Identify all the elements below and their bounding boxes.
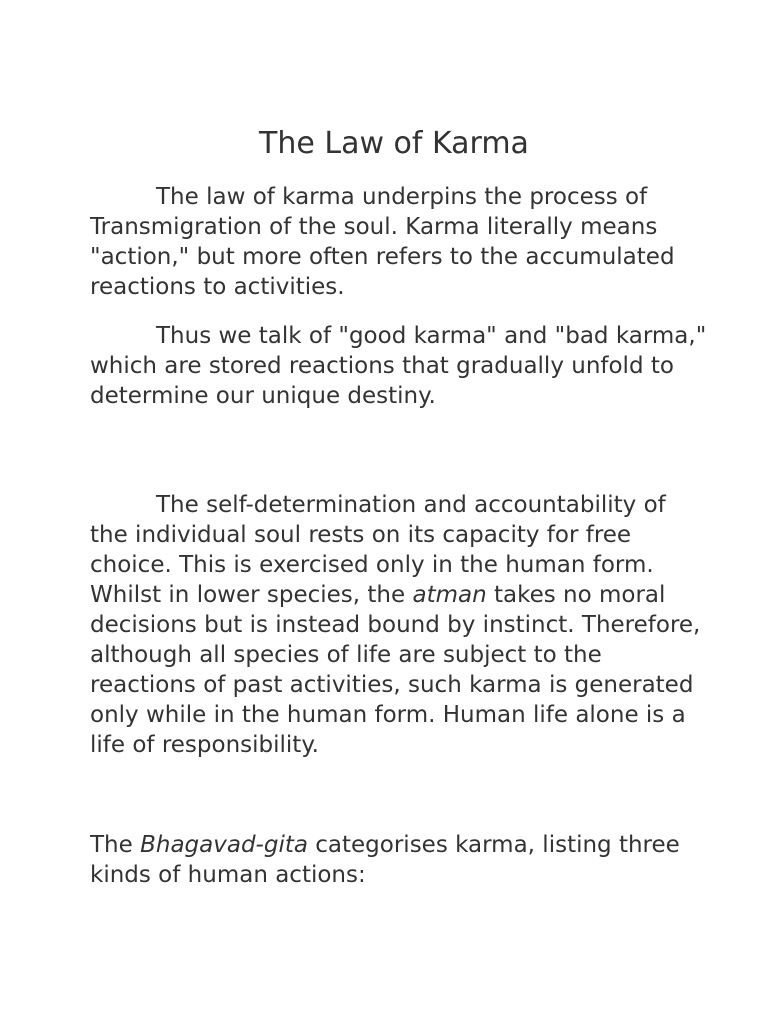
paragraph-4 xyxy=(90,830,710,890)
paragraph-3 xyxy=(90,490,710,760)
paragraph-4-text-after: categorises karma, listing three kinds of human actions: xyxy=(90,832,680,888)
document-title: The Law of Karma xyxy=(259,126,529,161)
paragraph-3-text-before: The self-determination and accountability of the individual soul rests on its capacity for free choice. This is exercised only in the human form. Whilst in lower species, the xyxy=(90,492,666,608)
paragraph-3-emphasis: atman xyxy=(412,582,487,608)
paragraph-4-emphasis: Bhagavad-gita xyxy=(140,832,308,858)
paragraph-4-text-before: The xyxy=(90,832,141,858)
paragraph-2 xyxy=(90,321,710,411)
paragraph-1 xyxy=(90,182,710,302)
paragraph-1-text: The law of karma underpins the process of Transmigration of the soul. Karma literally means "action," but more often refers to the accumulated reactions to activities. xyxy=(90,184,675,300)
paragraph-3-text-after: takes no moral decisions but is instead bound by instinct. Therefore, although all species of life are subject to the reactions of past activities, such karma is generated only while in the human form. Human life alone is a life of responsibility. xyxy=(90,582,701,758)
paragraph-2-text: Thus we talk of "good karma" and "bad karma," which are stored reactions that gradually unfold to determine our unique destiny. xyxy=(90,323,707,409)
